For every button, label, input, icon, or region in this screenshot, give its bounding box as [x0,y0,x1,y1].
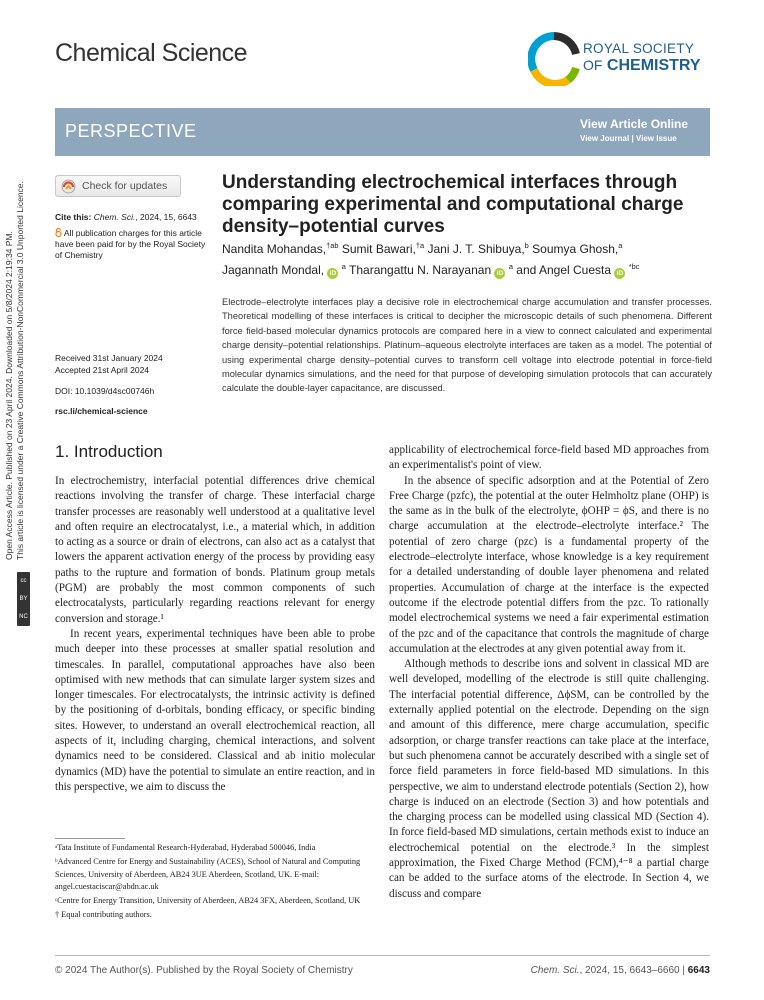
license-line1: Open Access Article. Published on 23 April 2024. Downloaded on 5/8/2024 2:19:34 PM. [4,231,14,560]
open-access-lock-icon [55,228,62,237]
body-paragraph: In recent years, experimental techniques have been able to probe much deeper into these processes at smaller spatial resolution and timescales. In parallel, computational approaches have also been optimised with new methods that can simulate larger system sizes and longer timescales. For electrocatalysts, the intrinsic activity is defined by the positioning of d-orbitals, bonding efficacy, or specific binding sites. However, to understand an overall electrochemical reaction, all aspects of it, including charging, chemical interactions, and solvent dynamics need to be considered. Classical and ab initio molecular dynamics (MD) have the potential to simulate an entire reaction, and in this perspective, we aim to discuss the [55,627,375,793]
cc-by-nc-badge[interactable] [17,572,30,626]
footnote-affiliation-c: ᶜCentre for Energy Transition, University of Aberdeen, AB24 3FX, Aberdeen, Scotland, UK [55,896,361,906]
accepted-date: Accepted 21st April 2024 [55,365,150,375]
author-affiliation: *bc [628,262,640,271]
received-date: Received 31st January 2024 [55,353,163,363]
cc-badge-by: BY [19,596,28,602]
author-affiliation: †a [415,241,425,250]
view-article-online-link[interactable]: View Article Online [580,117,689,131]
footer-copyright: © 2024 The Author(s). Published by the Royal Society of Chemistry [55,965,353,976]
journal-name: Chemical Science [55,39,248,67]
orcid-icon[interactable]: iD [327,268,338,279]
body-paragraph: Although methods to describe ions and solvent in classical MD are well developed, modelling of the electrode is still quite challenging. The interfacial potential difference, ΔϕSM, can be controlled by the externally applied potential on the electrode. Depending on the sign and amount of this difference, mere charge accumulation, specific adsorption, or charge transfer reactions can take place at the interface, but such phenomena cannot be accurately described with a single set of force field parameters in force field-based MD simulations. In this perspective, we aim to understand electrode potentials (Section 2), how charge is induced on an electrode (Section 3) and how potentials and the charging process can be modelled using classical MD (Section 4). In force field-based MD simulations, certain methods exist to induce an electrochemical potential on the electrode.³ In the simplest approximation, the Fixed Charge Method (FCM),⁴⁻⁸ a partial charge can be added to the surface atoms of the electrode. In Section 4, we discuss and compare [389,658,709,900]
license-text [4,181,26,560]
body-paragraph: In the absence of specific adsorption and at the Potential of Zero Free Charge (pzfc), the potential at the outer Helmholtz plane (OHP) is the same as in the bulk of the electrolyte, ϕOHP = ϕS, and there is no charge accumulation at the electrode–electrolyte interface.² The potential of zero charge (pzc) is a fundamental property of the electrode–electrolyte interface, whose knowledge is a key requirement for a detailed understanding of double layer phenomena and related properties. Accumulation of charge at the interface is the expected outcome if the electrode potential differs from the pzc. To rationally model electrochemical systems we need a fair experimental estimation of the pzc and of the capacitance that controls the magnitude of charge accumulation at the electrodes at any given potential away from it. [389,474,709,655]
footnote-affiliation-b: ᵇAdvanced Centre for Energy and Sustainability (ACES), School of Natural and Computing Sciences, University of Aberdeen, AB24 3UE Aberdeen, Scotland, UK. E-mail: angel.cuestaciscar@abdn.ac.uk [55,857,361,891]
open-access-note [55,228,210,261]
author-name[interactable]: Jani J. T. Shibuya, [427,242,525,256]
view-journal-link[interactable]: View Journal [580,134,630,143]
link-separator: | [631,134,634,143]
author-affiliation: a [508,262,513,271]
author-affiliation: a [618,241,623,250]
check-updates-label: Check for updates [82,180,168,192]
journal-url-link[interactable]: rsc.li/chemical-science [55,406,148,416]
section-heading-introduction: 1. Introduction [55,442,163,461]
footer-citation [510,965,710,976]
author-list [222,237,712,279]
author-affiliation: b [524,241,529,250]
cite-details: , 2024, 15, 6643 [135,212,197,222]
article-type-label: PERSPECTIVE [65,121,197,141]
author-affiliation: †ab [326,241,339,250]
license-line2[interactable]: This article is licensed under a Creative Commons Attribution-NonCommercial 3.0 Unported Licence. [15,181,25,560]
author-name[interactable]: Soumya Ghosh, [532,242,619,256]
cc-badge-nc: NC [19,614,28,620]
footer-details: , 2024, 15, 6643–6660 | [579,965,688,976]
orcid-icon[interactable]: iD [494,268,505,279]
author-name[interactable]: Tharangattu N. Narayanan [349,263,492,277]
author-name[interactable]: Sumit Bawari, [341,242,416,256]
body-paragraph: In electrochemistry, interfacial potential differences drive chemical reactions involving the transfer of charge. These interfacial charge transfer processes are reasonably well understood at a qualitative level and often require an electrocatalyst, i.e., a material which, in addition to acting as a source or drain of electrons, can also act as a catalyst that lowers the apparent activation energy of the process by providing easy paths to the rupture and formation of bonds. Platinum group metals (PGM) are probably the most common components of such electrocatalysts, particularly regarding reactions relevant for energy conversion and storage.¹ [55,475,375,625]
footnote-affiliation-a: ᵃTata Institute of Fundamental Research-Hyderabad, Hyderabad 500046, India [55,843,316,852]
view-issue-link[interactable]: View Issue [635,134,677,143]
author-name[interactable]: and Angel Cuesta [516,263,612,277]
author-affiliation: a [341,262,346,271]
check-for-updates-button[interactable] [55,175,181,197]
footer-journal: Chem. Sci. [530,965,580,976]
publisher-wordmark [583,40,701,74]
abstract: Electrode–electrolyte interfaces play a decisive role in electrochemical charge accumulation and transfer processes. Theoretical modelling of these interfaces is critical to decipher the microscopic details of such phenomena. Different force field-based molecular dynamics protocols are compared here in a view to connect calculated and experimental charge density–potential relationships. Platinum–aqueous electrolyte interfaces are taken as a model. The potential of using experimental charge density–potential curves to transform cell voltage into electrode potential in force-field molecular dynamics simulations, and the need for that purpose of developing simulation protocols that can accurately calculate the double-layer capacitance, are discussed. [222,297,712,394]
author-name[interactable]: Jagannath Mondal, [222,263,325,277]
body-paragraph: applicability of electrochemical force-field based MD approaches from an experimentalist's point of view. [389,444,709,472]
cite-journal: Chem. Sci. [93,212,136,222]
body-column-right [389,443,709,902]
orcid-icon[interactable]: iD [614,268,625,279]
page-number: 6643 [687,965,710,976]
publisher-chemistry: CHEMISTRY [606,57,701,74]
check-updates-icon [61,179,76,194]
body-column-left [55,474,375,795]
footer-divider [55,955,710,956]
footnote-equal-contribution: † Equal contributing authors. [55,910,152,920]
footnotes [55,842,375,924]
publisher-of: OF [583,57,603,73]
doi-link[interactable]: DOI: 10.1039/d4sc00746h [55,386,155,396]
article-title: Understanding electrochemical interfaces through comparing experimental and computational charge density–potential curves [222,172,684,237]
cite-this [55,212,205,223]
cc-badge-cc: cc [20,578,27,584]
publisher-line1: ROYAL SOCIETY [583,41,695,56]
view-links [580,134,677,143]
footnote-divider [55,838,125,839]
charges-note-text: All publication charges for this article have been paid for by the Royal Society of Chemistry [55,228,206,260]
publisher-line2 [583,57,701,74]
author-name[interactable]: Nandita Mohandas, [222,242,327,256]
cite-prefix: Cite this: [55,212,92,222]
